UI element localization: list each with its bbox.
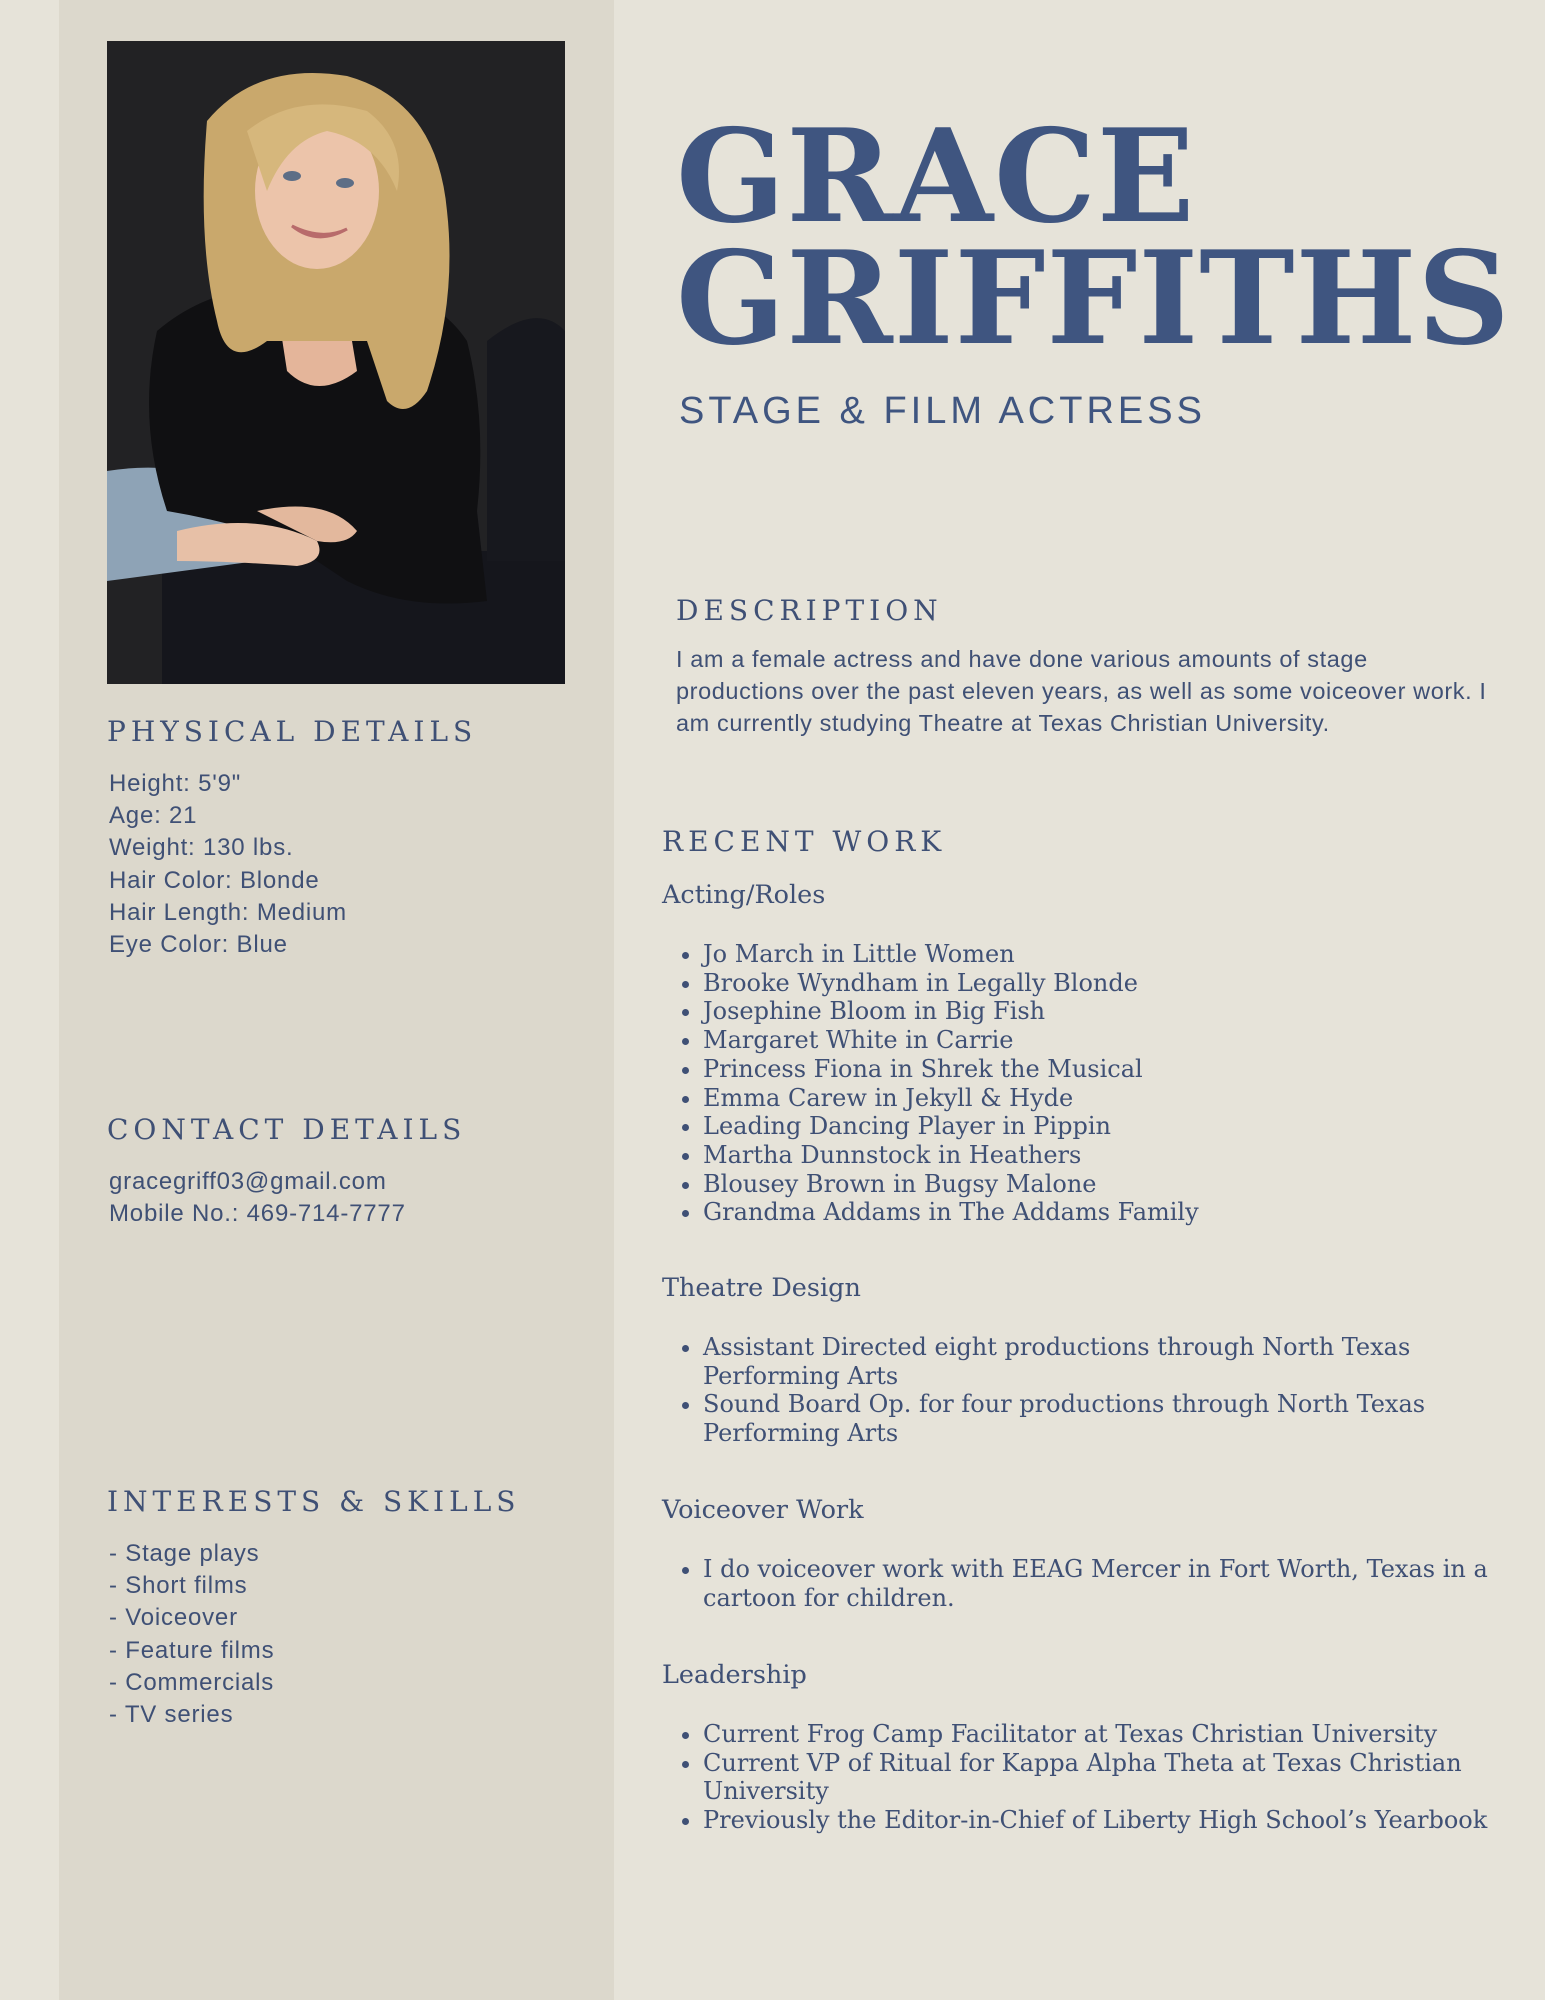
- page-title: [676, 102, 1511, 374]
- list-item: • Margaret White in Carrie: [703, 1026, 1503, 1055]
- list-item: Eye Color: Blue: [109, 931, 288, 959]
- list-item: • Leading Dancing Player in Pippin: [703, 1112, 1503, 1141]
- list-item: • I do voiceover work with EEAG Mercer in Fort Worth, Texas in a cartoon for children.: [703, 1555, 1503, 1612]
- list-item: • Assistant Directed eight productions through North Texas Performing Arts: [703, 1333, 1503, 1390]
- list-item: Weight: 130 lbs.: [109, 834, 294, 862]
- leadership-list: [662, 1720, 1503, 1835]
- portrait-photo: [107, 41, 565, 684]
- list-item: Age: 21: [109, 802, 198, 830]
- list-item: Hair Length: Medium: [109, 898, 347, 926]
- list-item: Hair Color: Blonde: [109, 866, 320, 894]
- list-item: - Stage plays: [109, 1540, 260, 1567]
- contact-phone: Mobile No.: 469-714-7777: [109, 1200, 406, 1228]
- physical-details-list: [109, 768, 347, 961]
- list-item: • Grandma Addams in The Addams Family: [703, 1198, 1503, 1227]
- description-text: I am a female actress and have done various amounts of stage productions over the past eleven years, as well as some voiceover work. I am currently studying Theatre at Texas Christian University.: [676, 646, 1487, 736]
- list-item: • Blousey Brown in Bugsy Malone: [703, 1170, 1503, 1199]
- list-item: • Josephine Bloom in Big Fish: [703, 997, 1503, 1026]
- section-title-leadership: Leadership: [662, 1660, 807, 1690]
- interests-skills-heading: INTERESTS & SKILLS: [107, 1485, 521, 1518]
- list-item: • Current VP of Ritual for Kappa Alpha Theta at Texas Christian University: [703, 1749, 1503, 1806]
- list-item: • Current Frog Camp Facilitator at Texas Christian University: [703, 1720, 1503, 1749]
- theatre-design-list: [662, 1333, 1503, 1448]
- list-item: • Princess Fiona in Shrek the Musical: [703, 1055, 1503, 1084]
- job-title: STAGE & FILM ACTRESS: [679, 390, 1206, 432]
- list-item: Height: 5'9": [109, 770, 242, 797]
- list-item: - Voiceover: [109, 1604, 238, 1632]
- portrait-illustration: [107, 41, 565, 684]
- contact-details-heading: CONTACT DETAILS: [107, 1113, 467, 1146]
- recent-work-heading: RECENT WORK: [662, 825, 947, 858]
- section-title-voiceover: Voiceover Work: [662, 1495, 864, 1525]
- list-item: • Brooke Wyndham in Legally Blonde: [703, 969, 1503, 998]
- description-heading: DESCRIPTION: [676, 594, 943, 627]
- list-item: • Previously the Editor-in-Chief of Liberty High School’s Yearbook: [703, 1806, 1503, 1835]
- acting-roles-list: [662, 940, 1503, 1227]
- list-item: • Sound Board Op. for four productions through North Texas Performing Arts: [703, 1390, 1503, 1447]
- list-item: - Feature films: [109, 1636, 275, 1664]
- contact-email: gracegriff03@gmail.com: [109, 1168, 387, 1195]
- first-name: GRACE: [676, 102, 1196, 252]
- section-title-theatre-design: Theatre Design: [662, 1273, 861, 1303]
- contact-details-list: [109, 1166, 406, 1230]
- physical-details-heading: PHYSICAL DETAILS: [107, 715, 478, 748]
- section-title-acting: Acting/Roles: [662, 880, 826, 910]
- last-name: GRIFFITHS: [676, 224, 1511, 374]
- list-item: - TV series: [109, 1701, 234, 1729]
- list-item: - Short films: [109, 1572, 248, 1600]
- list-item: • Jo March in Little Women: [703, 940, 1503, 969]
- list-item: • Martha Dunnstock in Heathers: [703, 1141, 1503, 1170]
- voiceover-list: [662, 1555, 1503, 1612]
- list-item: - Commercials: [109, 1668, 275, 1696]
- interests-skills-list: [109, 1538, 274, 1731]
- list-item: • Emma Carew in Jekyll & Hyde: [703, 1084, 1503, 1113]
